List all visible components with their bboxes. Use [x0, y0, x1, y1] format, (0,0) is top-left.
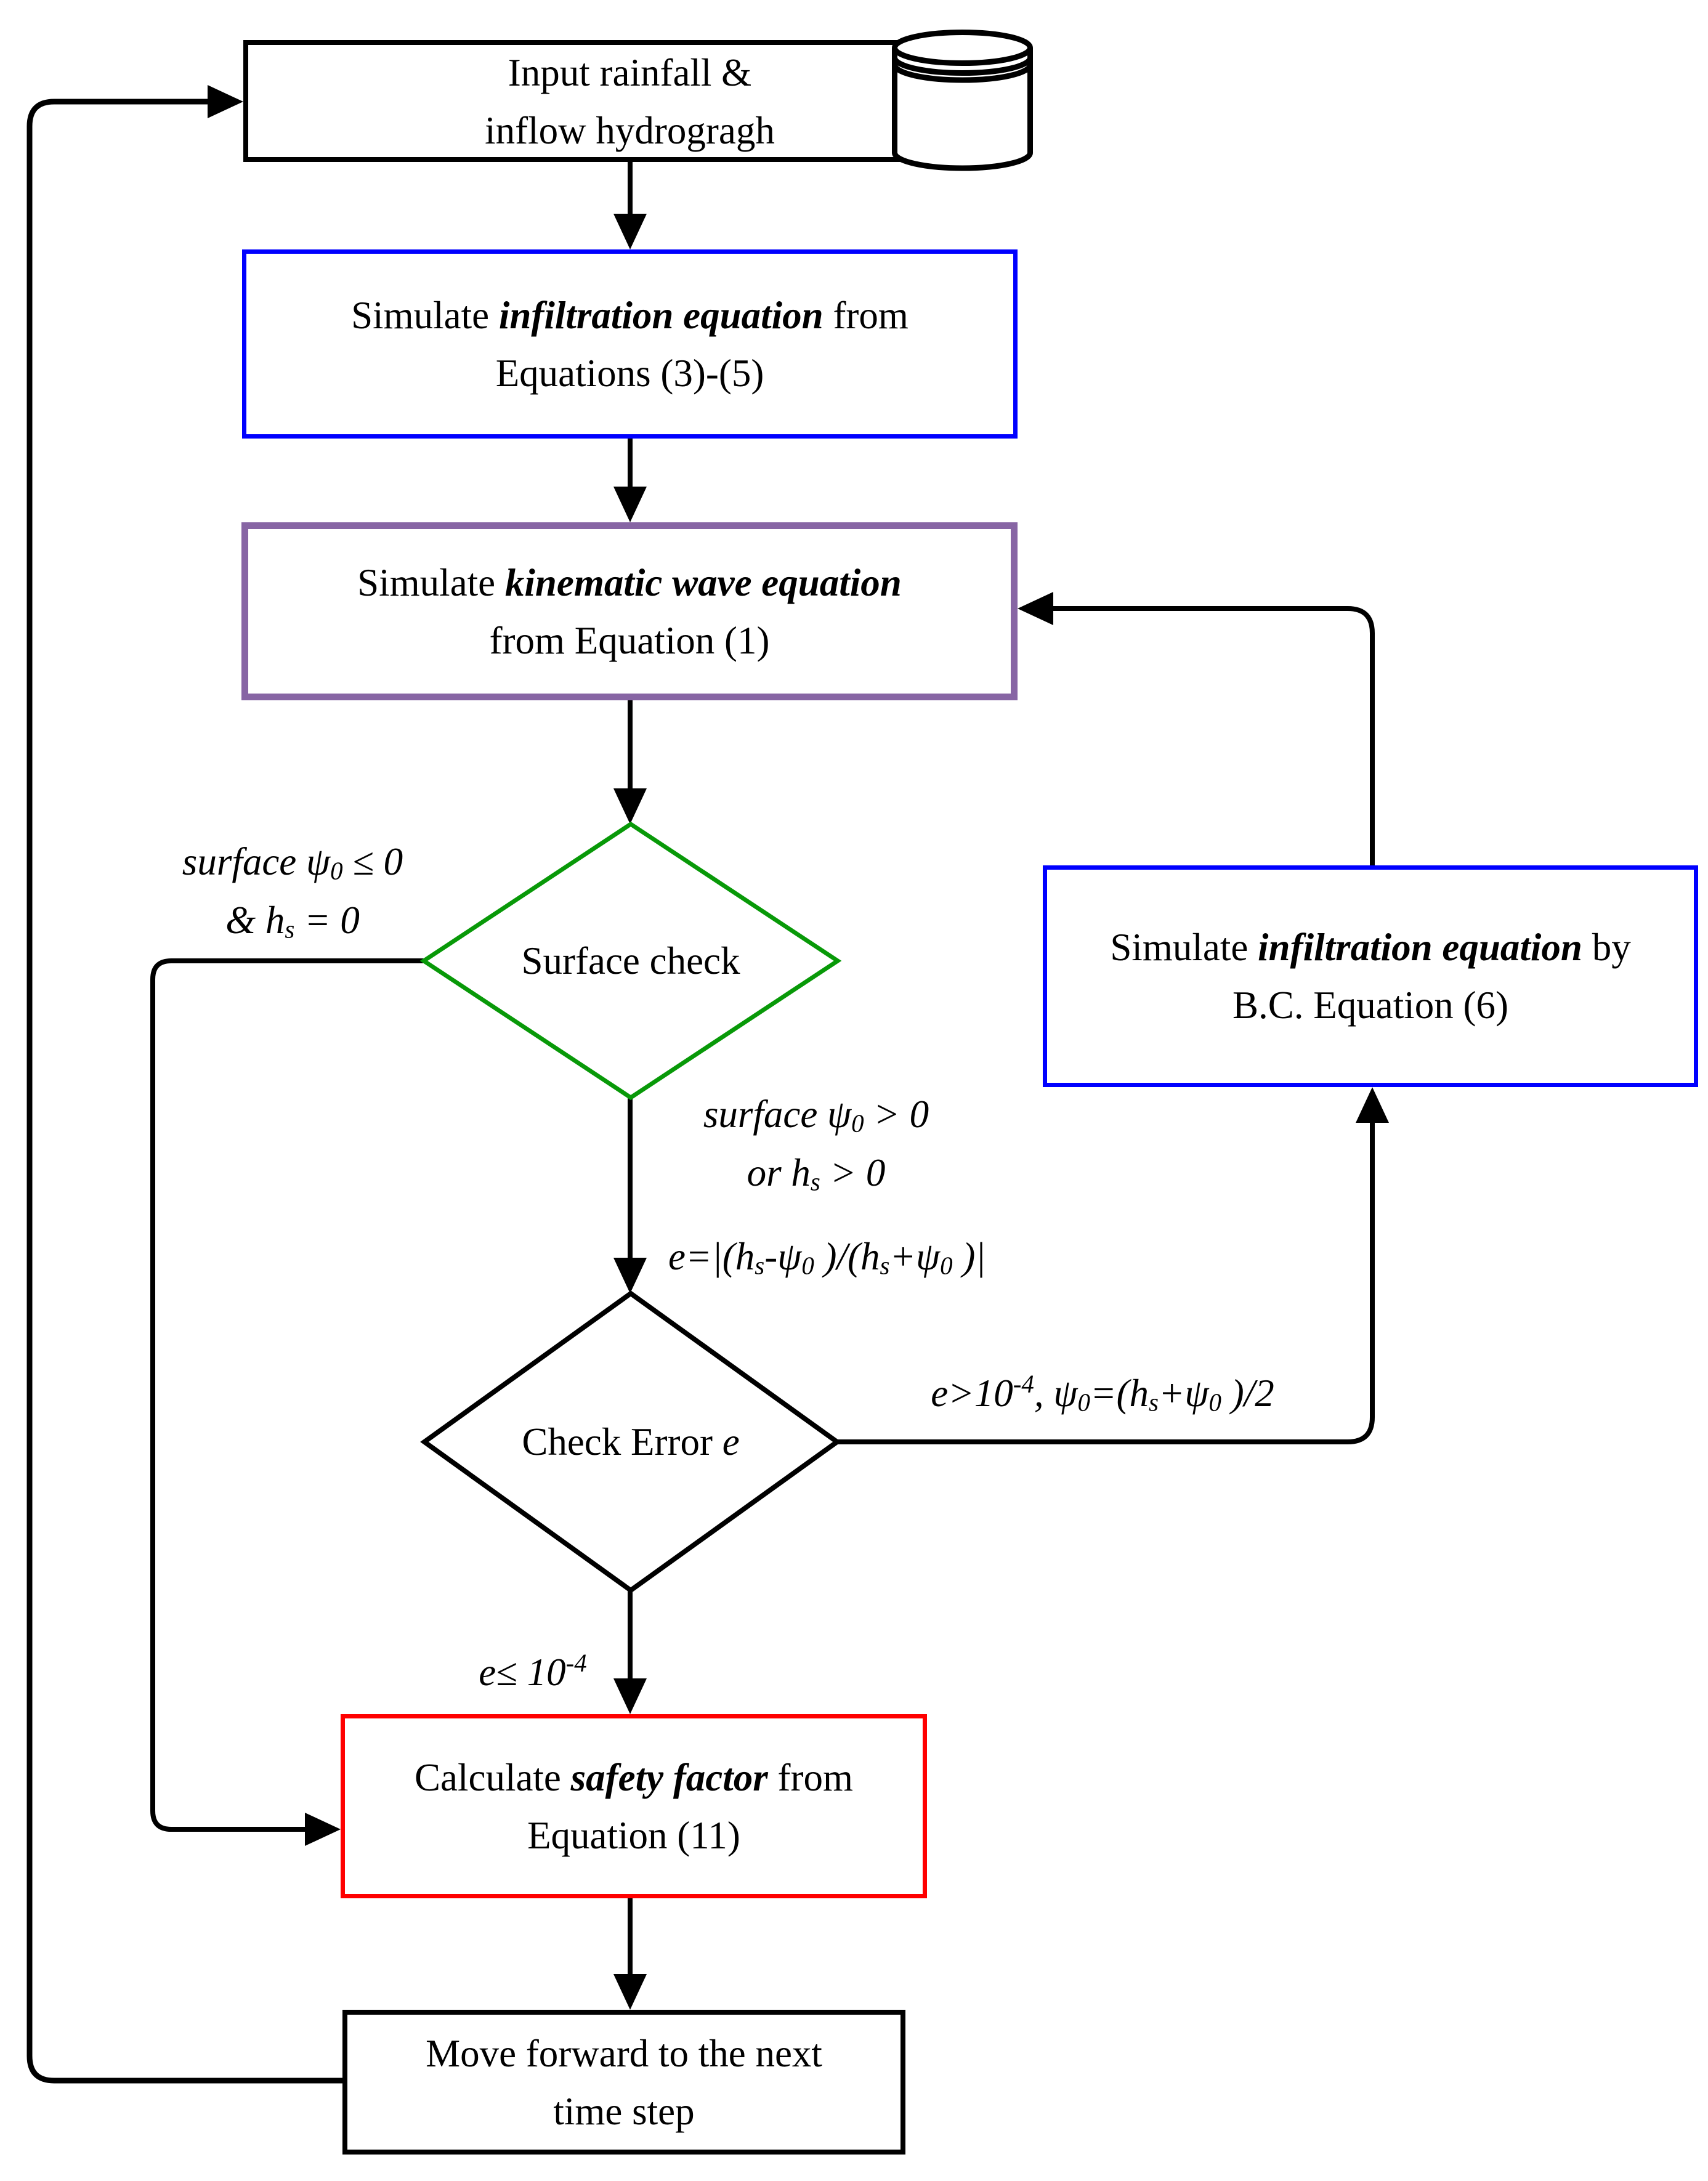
moveforward-line1: Move forward to the next	[426, 2031, 822, 2075]
label-surface-gt	[668, 1085, 964, 1202]
label-error-gt-line1: $e>10^{-4}$, $\psi_0=(h_s+\psi_0$ )/2	[931, 1370, 1274, 1417]
surface-check-label	[431, 932, 831, 990]
arrowhead-into-checkerror	[613, 1258, 647, 1293]
kinematic-line1: Simulate kinematic wave equation	[357, 560, 902, 604]
input-node-label	[246, 43, 1013, 160]
edge-infiltration6-to-kinematic	[1053, 609, 1372, 865]
input-line2: inflow hydrogragh	[485, 109, 775, 152]
label-error-definition-line1: $e=|(h_s-\psi_0$ )$/(h_s+\psi_0$ )|	[668, 1235, 986, 1280]
safety-node-label	[341, 1717, 927, 1895]
label-error-gt	[887, 1364, 1318, 1423]
edge-surfacecheck-to-safety	[153, 961, 424, 1829]
kinematic-node-label	[241, 525, 1018, 697]
arrowhead-into-moveforward	[613, 1974, 647, 2010]
label-error-definition	[668, 1228, 1075, 1286]
infiltration-bc-line2: B.C. Equation (6)	[1232, 984, 1508, 1027]
moveforward-node-label	[342, 2013, 905, 2151]
check-error-line1: Check Error e	[522, 1420, 740, 1463]
label-error-le	[431, 1638, 634, 1706]
safety-line1: Calculate safety factor from	[415, 1755, 853, 1799]
infiltration-line2: Equations (3)-(5)	[495, 351, 764, 395]
moveforward-line2: time step	[553, 2089, 695, 2133]
infiltration-bc-node-label	[1043, 868, 1698, 1084]
arrowhead-into-kinematic	[613, 487, 647, 522]
input-line1: Input rainfall &	[508, 51, 752, 94]
arrowhead-into-infiltration6	[1356, 1087, 1389, 1123]
label-surface-gt-line1: surface $\psi_0 > 0$	[703, 1093, 929, 1138]
label-surface-le-line2: & $h_s = 0$	[225, 899, 360, 944]
surface-check-line1: Surface check	[521, 939, 740, 982]
safety-line2: Equation (11)	[527, 1813, 740, 1857]
infiltration-node-label	[242, 253, 1018, 435]
infiltration-line1: Simulate infiltration equation from	[351, 293, 909, 337]
infiltration-bc-line1: Simulate infiltration equation by	[1110, 926, 1631, 969]
arrowhead-into-infiltration	[613, 214, 647, 249]
arrowhead-into-safety-left	[305, 1813, 341, 1846]
arrowhead-into-kinematic-right	[1018, 592, 1053, 625]
label-error-le-line1: $e\le 10^{-4}$	[479, 1648, 587, 1694]
kinematic-line2: from Equation (1)	[489, 618, 770, 662]
check-error-label	[431, 1413, 831, 1471]
label-surface-gt-line2: or $h_s > 0$	[747, 1151, 886, 1196]
label-surface-le	[148, 833, 437, 950]
arrowhead-into-input	[208, 85, 243, 118]
arrowhead-into-surfacecheck	[613, 788, 647, 824]
label-surface-le-line1: surface $\psi_0 \le 0$	[182, 840, 403, 885]
